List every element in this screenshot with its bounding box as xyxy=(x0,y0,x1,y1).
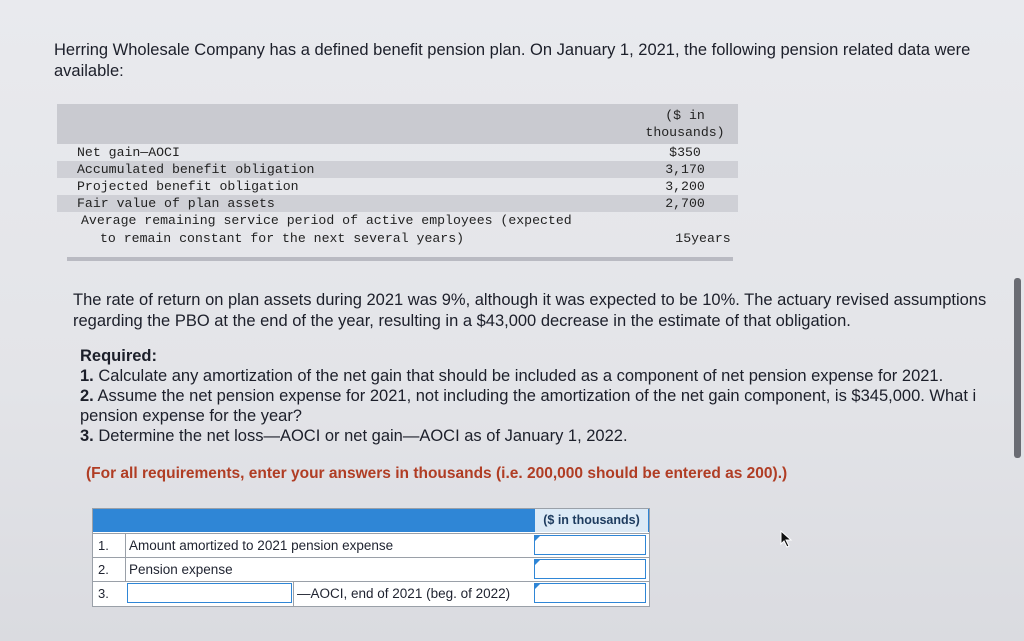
rate-of-return-paragraph xyxy=(73,290,1023,332)
answer-row-number: 2. xyxy=(98,562,109,577)
data-table-column-header xyxy=(635,107,735,141)
row-label: Projected benefit obligation xyxy=(77,179,299,194)
answer-row-1 xyxy=(93,533,649,558)
required-title: Required: xyxy=(80,347,158,365)
paragraph-line-1: The rate of return on plan assets during 2021 was 9%, although it was expected to be 10%. The actuary revised assumptions xyxy=(73,291,987,309)
answer-row-2 xyxy=(93,557,649,582)
mouse-cursor-icon xyxy=(779,530,793,548)
aoci-type-input[interactable] xyxy=(127,583,292,603)
row-label: Accumulated benefit obligation xyxy=(77,162,315,177)
header-line-2: thousands) xyxy=(645,125,725,140)
answer-row-label: Amount amortized to 2021 pension expense xyxy=(125,534,533,558)
answer-row-number: 1. xyxy=(98,538,109,553)
answer-row-label: —AOCI, end of 2021 (beg. of 2022) xyxy=(293,582,533,606)
requirement-number: 3. xyxy=(80,427,94,445)
answer-instructions: (For all requirements, enter your answers in thousands (i.e. 200,000 should be entered as 200).) xyxy=(86,465,788,482)
requirement-3 xyxy=(80,426,1020,446)
requirement-text: Calculate any amortization of the net gain that should be included as a component of net pension expense for 2021. xyxy=(98,367,944,385)
aoci-amount-input[interactable] xyxy=(534,583,646,603)
row-value: 3,170 xyxy=(665,162,705,177)
amount-amortized-input[interactable] xyxy=(534,535,646,555)
data-row-service-period-line1 xyxy=(57,212,738,229)
row-value: $350 xyxy=(669,145,701,160)
answer-table-header xyxy=(93,509,649,532)
table-bottom-rule xyxy=(67,257,733,261)
requirement-number: 1. xyxy=(80,367,94,385)
answer-row-3 xyxy=(93,581,649,606)
answer-row-number: 3. xyxy=(98,586,109,601)
answer-table xyxy=(92,508,650,607)
problem-intro: Herring Wholesale Company has a defined benefit pension plan. On January 1, 2021, the following pension related data were available: xyxy=(54,41,971,80)
data-row-abo xyxy=(57,161,738,178)
data-row-pbo xyxy=(57,178,738,195)
row-label: Fair value of plan assets xyxy=(77,196,275,211)
row-value: 15years xyxy=(675,231,731,246)
pension-expense-input[interactable] xyxy=(534,559,646,579)
data-row-net-gain xyxy=(57,144,738,161)
row-value: 2,700 xyxy=(665,196,705,211)
requirement-text: Assume the net pension expense for 2021, not including the amortization of the net gain component, is $345,000. What i xyxy=(97,387,977,405)
paragraph-line-2: regarding the PBO at the end of the year, resulting in a $43,000 decrease in the estimate of that obligation. xyxy=(73,312,851,330)
scrollbar-thumb[interactable] xyxy=(1014,278,1021,458)
data-table-header xyxy=(57,104,738,144)
row-value: 3,200 xyxy=(665,179,705,194)
requirement-text: Determine the net loss—AOCI or net gain—AOCI as of January 1, 2022. xyxy=(98,427,628,445)
requirement-2-continued: pension expense for the year? xyxy=(80,407,302,425)
answer-column-header: ($ in thousands) xyxy=(534,509,648,532)
pension-data-table xyxy=(57,104,740,260)
requirements xyxy=(80,346,1020,446)
requirement-1 xyxy=(80,366,1020,386)
requirement-2 xyxy=(80,386,1020,406)
data-row-service-period-line2 xyxy=(57,230,738,247)
row-label: to remain constant for the next several years) xyxy=(100,231,465,246)
header-line-1: ($ in xyxy=(665,108,705,123)
data-row-plan-assets xyxy=(57,195,738,212)
row-label: Average remaining service period of active employees (expected xyxy=(81,213,572,228)
answer-row-label: Pension expense xyxy=(125,558,533,582)
requirement-number: 2. xyxy=(80,387,94,405)
row-label: Net gain—AOCI xyxy=(77,145,180,160)
